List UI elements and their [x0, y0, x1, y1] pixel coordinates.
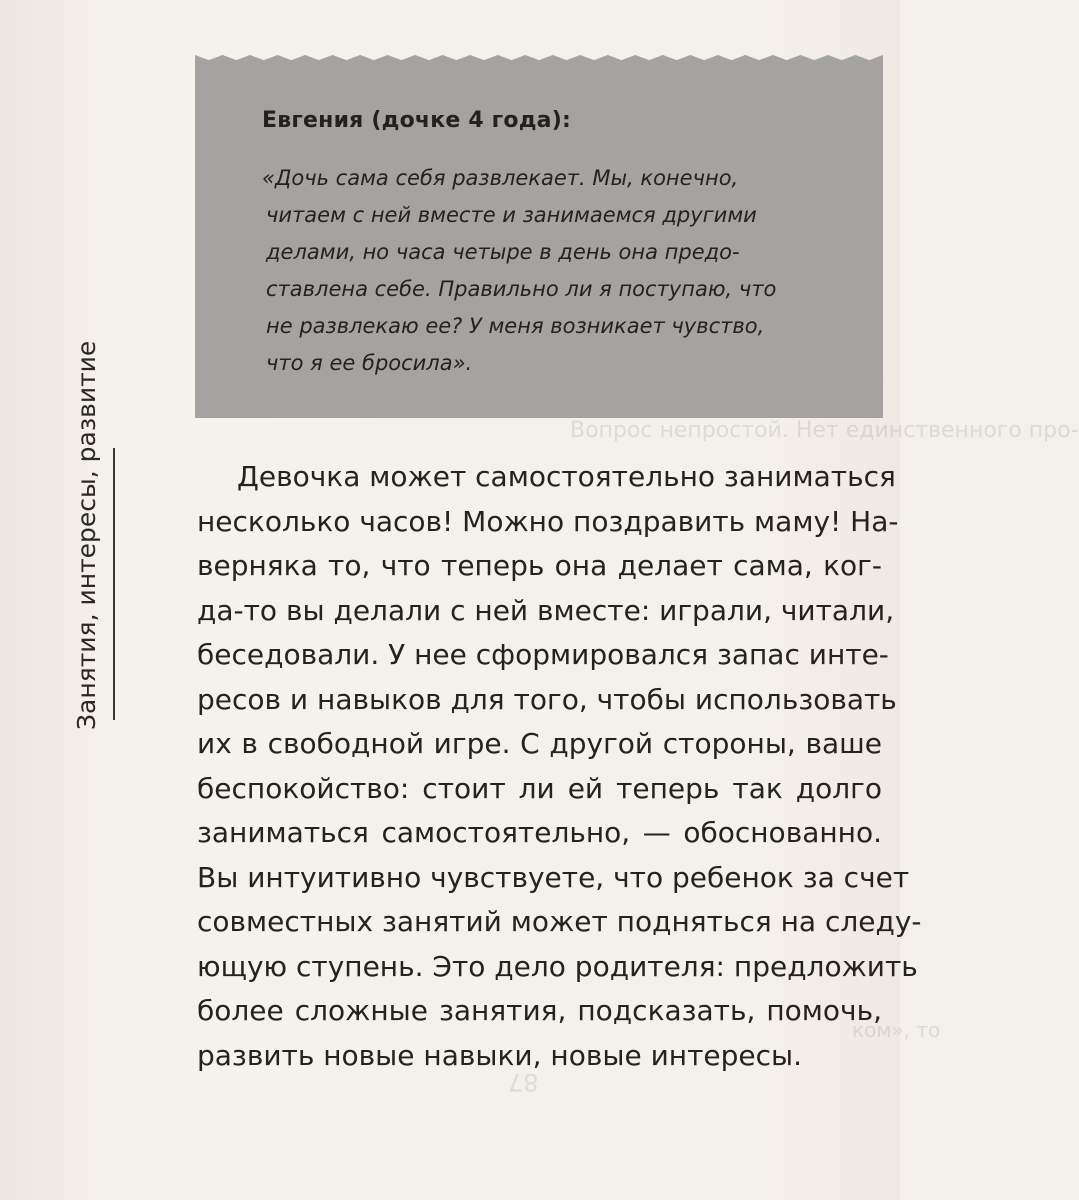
quote-line: ставлена себе. Правильно ли я поступаю, что [266, 277, 777, 301]
body-line: их в свободной игре. С другой стороны, ваше [197, 727, 882, 760]
body-line: развить новые навыки, новые интересы. [197, 1038, 803, 1072]
body-line: несколько часов! Можно поздравить маму! На- [197, 504, 899, 538]
body-line: верняка то, что теперь она делает сама, ког- [197, 549, 882, 582]
body-line: ресов и навыков для того, чтобы использовать [197, 682, 897, 716]
quote-author: Евгения (дочке 4 года): [262, 108, 571, 133]
quote-line: делами, но часа четыре в день она предо- [266, 240, 740, 264]
quote-line: не развлекаю ее? У меня возникает чувство, [266, 314, 765, 338]
body-line: беседовали. У нее сформировался запас инте- [197, 638, 889, 671]
body-line: да-то вы делали с ней вместе: играли, читали, [197, 593, 895, 627]
body-line: заниматься самостоятельно, — обоснованно. [197, 816, 882, 849]
body-line: ющую ступень. Это дело родителя: предложить [197, 949, 918, 983]
bleed-through-page-number: 87 [508, 1068, 539, 1096]
body-line: совместных занятий может подняться на следу- [197, 905, 922, 938]
bleed-through-text-bottom: ком», то [852, 1018, 941, 1042]
quote-text [262, 160, 842, 382]
quote-line: «Дочь сама себя развлекает. Мы, конечно, [262, 166, 739, 190]
body-line: более сложные занятия, подсказать, помочь, [197, 994, 882, 1027]
body-line: Вы интуитивно чувствуете, что ребенок за счет [197, 860, 910, 894]
quote-line: что я ее бросила». [266, 351, 473, 375]
body-line: Девочка может самостоятельно заниматься [237, 460, 896, 493]
side-title-rule [113, 448, 115, 720]
side-section-title: Занятия, интересы, развитие [72, 340, 101, 730]
quote-line: читаем с ней вместе и занимаемся другими [266, 203, 757, 227]
body-line: беспокойство: стоит ли ей теперь так долго [197, 771, 882, 805]
bleed-through-text-top: Вопрос непростой. Нет единственного про- [570, 418, 1079, 443]
